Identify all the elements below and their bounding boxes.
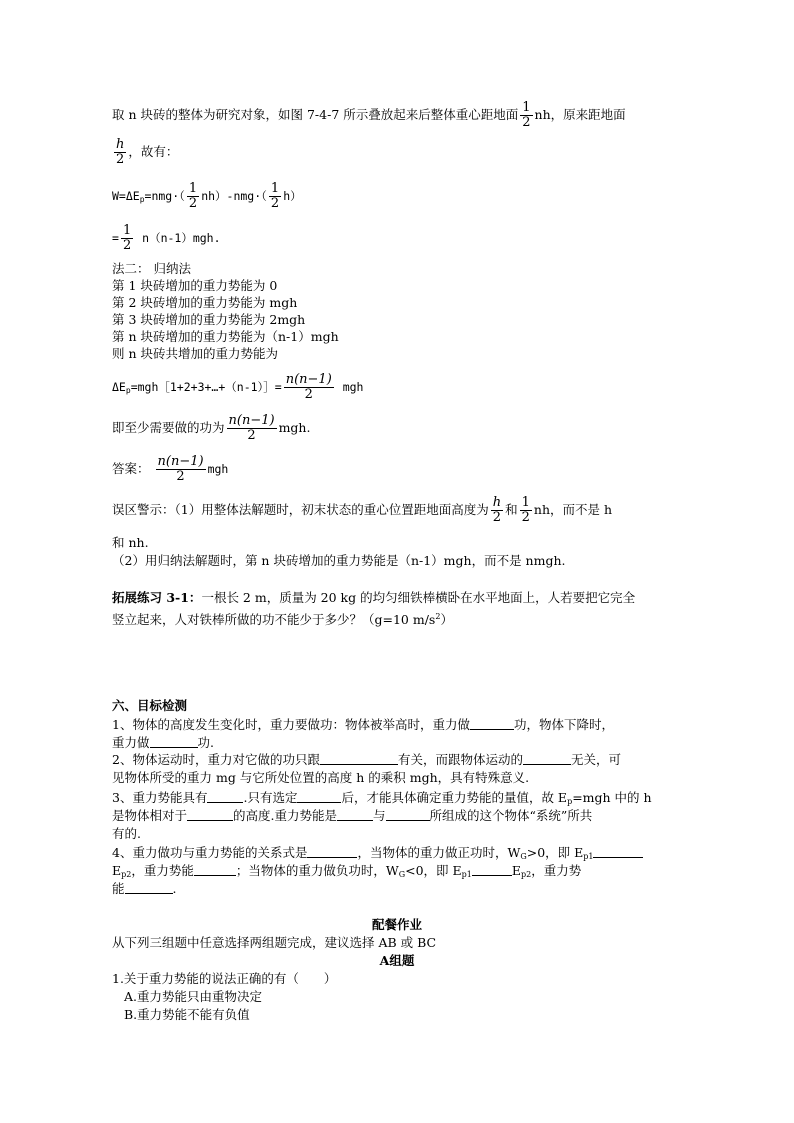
- q1-line1: 1、物体的高度发生变化时，重力要做功：物体被举高时，重力做 功，物体下降时，: [112, 717, 614, 732]
- fraction-h-half: $\frac{h}{2}$: [492, 495, 502, 525]
- q4-line3: 能 .: [112, 881, 177, 896]
- method1-line1: [112, 101, 626, 130]
- fraction-n-n-minus-1-over-2: $\frac{n(n-1)}{2}$: [157, 454, 204, 484]
- sum-formula: $\Delta E_p=mgh[1+2+3+\dots+(n-1)]=$ $\frac{n(n-1)}{2}$ mgh: [112, 372, 364, 402]
- option-b: B.重力势能不能有负值: [124, 1007, 250, 1022]
- answer-blank[interactable]: [150, 735, 198, 748]
- answer-blank[interactable]: [472, 863, 512, 876]
- method2-item: 第 3 块砖增加的重力势能为 2mgh: [112, 312, 306, 327]
- q2-line2: 见物体所受的重力 mg 与它所处位置的高度 h 的乘积 mgh，具有特殊意义.: [112, 770, 530, 785]
- fraction-n-n-minus-1-over-2: $\frac{n(n-1)}{2}$: [228, 413, 275, 443]
- answer-blank[interactable]: [297, 790, 341, 803]
- method2-item: 则 n 块砖共增加的重力势能为: [112, 346, 278, 361]
- q4-line1: 4、重力做功与重力势能的关系式是 ，当物体的重力做正功时，$W_G>0$，即 $E_{p1}$: [112, 845, 643, 865]
- section6-title: 六、目标检测: [112, 698, 188, 713]
- q1-line2: 重力做 功.: [112, 735, 214, 750]
- answer-blank[interactable]: [194, 863, 236, 876]
- fraction-h-half: $\frac{h}{2}$: [116, 137, 125, 167]
- answer-blank[interactable]: [593, 845, 643, 858]
- homework-title: 配餐作业: [371, 917, 422, 932]
- method2-title: 法二： 归纳法: [112, 261, 191, 276]
- answer-blank[interactable]: [187, 808, 233, 821]
- q2-line1: 2、物体运动时，重力对它做的功只跟 有关，而跟物体运动的 无关，可: [112, 752, 621, 767]
- method1-line2: [112, 138, 178, 167]
- fraction-one-half: $\frac{1}{2}$: [188, 181, 198, 211]
- q4-line2: $E_{p2}$，重力势能 ；当物体的重力做负功时，$W_G<0$，即 $E_{p1}$ $E_{p2}$，重力势: [112, 863, 582, 879]
- answer-blank[interactable]: [307, 845, 357, 858]
- work-result: = $\frac{1}{2}$ n（n-1）mgh.: [112, 223, 221, 253]
- answer-blank[interactable]: [386, 808, 430, 821]
- work-formula: $W=\Delta E_p=nmg\cdot$（ $\frac{1}{2}$ nh）-nmg·（ $\frac{1}{2}$ h）: [112, 181, 302, 211]
- option-a: A.重力势能只由重物决定: [124, 989, 263, 1004]
- warning-line2: 和 nh.: [112, 535, 149, 550]
- method1-text-a: 取 n 块砖的整体为研究对象，如图 7-4-7 所示叠放起来后整体重心距地面: [112, 107, 519, 122]
- q3-line2: 是物体相对于 的高度.重力势能是 与 所组成的这个物体“系统”所共: [112, 808, 593, 823]
- q3-line3: 有的.: [112, 826, 141, 841]
- method1-text-b: nh，原来距地面: [534, 107, 626, 122]
- q3-line1: 3、重力势能具有 .只有选定 后，才能具体确定重力势能的量值，故 $E_p=mgh$ 中的 h: [112, 790, 652, 806]
- answer-blank[interactable]: [320, 752, 398, 765]
- group-a-title: A组题: [379, 953, 415, 968]
- exercise-label: 拓展练习 3-1：: [112, 590, 202, 605]
- method2-item: 第 1 块砖增加的重力势能为 0: [112, 278, 278, 293]
- method2-item: 第 n 块砖增加的重力势能为（n-1）mgh: [112, 329, 339, 344]
- question-1: 1.关于重力势能的说法正确的有（ ）: [112, 971, 337, 986]
- method1-text-c: ，故有：: [128, 144, 179, 159]
- homework-instruction: 从下列三组题中任意选择两组题完成，建议选择 AB 或 BC: [112, 935, 437, 950]
- fraction-one-half: $\frac{1}{2}$: [122, 223, 132, 253]
- answer-blank[interactable]: [207, 790, 243, 803]
- answer-blank[interactable]: [337, 808, 373, 821]
- fraction-one-half: $\frac{1}{2}$: [521, 495, 530, 525]
- answer-line: 答案： $\frac{n(n-1)}{2}$ mgh: [112, 454, 229, 484]
- answer-blank[interactable]: [125, 881, 173, 894]
- method2-item: 第 2 块砖增加的重力势能为 mgh: [112, 295, 298, 310]
- exercise-line1: 拓展练习 3-1：一根长 2 m，质量为 20 kg 的均匀细铁棒横卧在水平地面上，人若要把它完全: [112, 590, 636, 605]
- answer-blank[interactable]: [470, 717, 514, 730]
- warning-line3: （2）用归纳法解题时，第 n 块砖增加的重力势能是（n-1）mgh，而不是 nmgh.: [112, 553, 566, 568]
- answer-blank[interactable]: [523, 752, 571, 765]
- warning-line1: 误区警示：（1）用整体法解题时，初末状态的重心位置距地面高度为 $\frac{h}{2}$ 和 $\frac{1}{2}$ nh，而不是 h: [112, 495, 613, 525]
- exercise-line2: 竖立起来，人对铁棒所做的功不能少于多少？（g=10 $m/s^2$）: [112, 612, 453, 628]
- fraction-one-half: $\frac{1}{2}$: [270, 181, 280, 211]
- fraction-n-n-minus-1-over-2: $\frac{n(n-1)}{2}$: [285, 372, 332, 402]
- least-work-line: 即至少需要做的功为 $\frac{n(n-1)}{2}$ mgh.: [112, 413, 311, 443]
- fraction-one-half: $\frac{1}{2}$: [522, 100, 531, 130]
